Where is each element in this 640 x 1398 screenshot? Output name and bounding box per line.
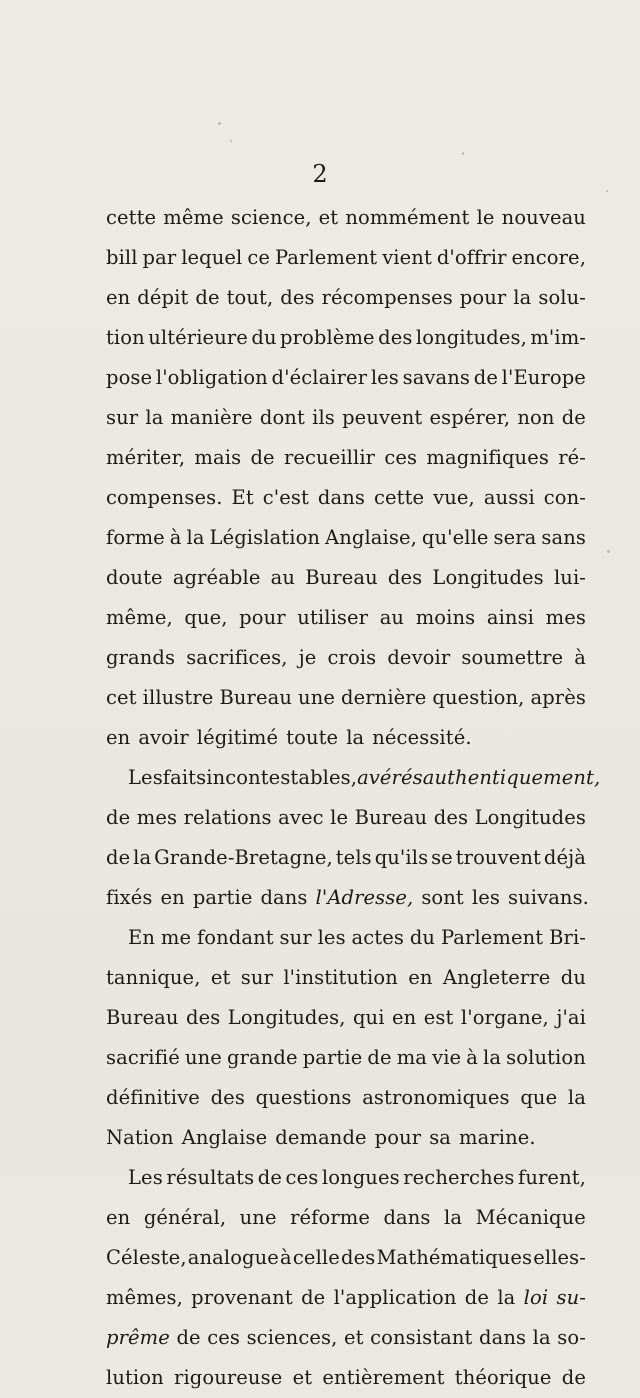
word: Et (231, 486, 254, 509)
word: le (476, 206, 495, 229)
word: mes (136, 806, 178, 829)
word: lution (106, 1366, 164, 1389)
word: sacrifié (106, 1046, 180, 1069)
word: illustre (142, 686, 214, 709)
text-line (106, 1078, 586, 1118)
word: de (106, 806, 131, 829)
word: même, (106, 606, 173, 629)
word: ces (207, 1326, 241, 1349)
word: en (106, 726, 131, 749)
word: déjà (543, 846, 586, 869)
word: bill (106, 246, 138, 269)
text-line (106, 1198, 586, 1238)
word: des (210, 1086, 245, 1109)
word: à (280, 1246, 292, 1269)
word: tout, (226, 286, 274, 309)
word: nouveau (501, 206, 586, 229)
word: entièrement (322, 1366, 445, 1389)
word: moins (415, 606, 476, 629)
word: sur (106, 406, 139, 429)
text-line (106, 638, 586, 678)
word: dans (383, 1206, 431, 1229)
word: authentiquement, (422, 766, 601, 789)
word: l'application (333, 1286, 457, 1309)
paper-speck (218, 122, 221, 125)
word: nommément (345, 206, 470, 229)
word: à (466, 1046, 478, 1069)
word: et (292, 1366, 313, 1389)
word: compenses. (106, 486, 223, 509)
word: Bureau (305, 566, 378, 589)
text-line (106, 1158, 586, 1198)
word: dont (259, 406, 305, 429)
word: suivans. (507, 886, 589, 909)
word: ils (312, 406, 335, 429)
text-line (106, 1358, 586, 1398)
word: après (530, 686, 586, 709)
word: une (239, 1206, 277, 1229)
word: des (280, 286, 315, 309)
word: ré- (558, 446, 586, 469)
word: pour (459, 286, 507, 309)
word: sciences, (246, 1326, 338, 1349)
word: qu'elle (421, 526, 489, 549)
word: dans (479, 1326, 527, 1349)
word: de (464, 1286, 490, 1309)
word: ces (285, 1166, 319, 1189)
word: sa (429, 1126, 452, 1149)
word: incontestables, (206, 766, 358, 789)
word: question, (432, 686, 525, 709)
word: Anglaise, (325, 526, 417, 549)
word: soumettre (461, 646, 564, 669)
word: l'organe, (460, 1006, 549, 1029)
word: loi (523, 1286, 549, 1309)
word: l'obligation (155, 366, 268, 389)
word: longues (321, 1166, 400, 1189)
word: magnifiques (426, 446, 549, 469)
text-line (106, 758, 601, 798)
word: pour (374, 1126, 422, 1149)
word: trouvent (455, 846, 541, 869)
word: de (176, 1326, 201, 1349)
word: la (513, 286, 532, 309)
paper-speck (462, 152, 464, 155)
word: cet (106, 686, 137, 709)
word: et (210, 966, 231, 989)
word: je (298, 646, 317, 669)
word: de (561, 406, 586, 429)
word: Céleste, (106, 1246, 187, 1269)
word: partie (192, 886, 253, 909)
word: ce (247, 246, 271, 269)
text-line (106, 718, 586, 758)
word: qui (352, 1006, 385, 1029)
word: ces (384, 446, 418, 469)
word: dans (317, 486, 365, 509)
page-number: 2 (312, 160, 328, 188)
word: demande (275, 1126, 367, 1149)
word: définitive (106, 1086, 200, 1109)
word: avec (278, 806, 324, 829)
word: mais (194, 446, 242, 469)
word: Longitudes (474, 806, 586, 829)
word: de (257, 1166, 282, 1189)
word: prême (106, 1326, 170, 1349)
word: mes (545, 606, 586, 629)
word: sont (421, 886, 464, 909)
word: c'est (262, 486, 309, 509)
word: science, (230, 206, 312, 229)
word: la (532, 1326, 551, 1349)
word: de (473, 366, 498, 389)
word: so- (557, 1326, 586, 1349)
word: tels (335, 846, 372, 869)
word: la (567, 1086, 586, 1109)
word: du (409, 926, 436, 949)
word: ma (396, 1046, 428, 1069)
text-line (106, 1318, 586, 1358)
paper-speck (230, 140, 232, 142)
word: lui- (553, 566, 586, 589)
word: Législation (209, 526, 321, 549)
word: qu'ils (374, 846, 429, 869)
word: ultérieure (148, 326, 248, 349)
text-line (106, 958, 586, 998)
word: est (423, 1006, 454, 1029)
word: résultats (166, 1166, 255, 1189)
word: recherches (403, 1166, 515, 1189)
word: Nation (106, 1126, 174, 1149)
word: solu- (538, 286, 586, 309)
word: peuvent (342, 406, 423, 429)
word: sera (493, 526, 537, 549)
word: forme (106, 526, 165, 549)
word: la (145, 406, 164, 429)
word: crois (327, 646, 377, 669)
text-line (106, 1118, 586, 1158)
word: me (160, 926, 192, 949)
text-line (106, 238, 586, 278)
word: de (561, 1366, 586, 1389)
word: la (444, 1206, 463, 1229)
text-line (106, 598, 586, 638)
word: des (433, 806, 469, 829)
word: fixés (106, 886, 153, 909)
word: grands (106, 646, 176, 669)
text-line (106, 518, 586, 558)
word: la (497, 1286, 516, 1309)
word: pour (239, 606, 286, 629)
text-line (106, 478, 586, 518)
word: questions (255, 1086, 352, 1109)
word: d'éclairer (271, 366, 368, 389)
word: du (251, 326, 277, 349)
word: con- (543, 486, 586, 509)
word: aussi (483, 486, 535, 509)
word: lequel (181, 246, 243, 269)
word: que, (184, 606, 228, 629)
word: utiliser (297, 606, 369, 629)
word: des (387, 566, 423, 589)
word: Parlement (440, 926, 544, 949)
word: Les (128, 1166, 163, 1189)
word: marine. (459, 1126, 536, 1149)
word: dans (260, 886, 308, 909)
word: j'ai (556, 1006, 586, 1029)
text-line (106, 998, 586, 1038)
text-line (106, 278, 586, 318)
word: analogue (187, 1246, 279, 1269)
word: l'Adresse, (315, 886, 414, 909)
word: faits (162, 766, 207, 789)
word: cette (373, 486, 425, 509)
word: Longitudes (432, 566, 544, 589)
word: toute (286, 726, 339, 749)
word: furent, (518, 1166, 586, 1189)
word: vie (432, 1046, 462, 1069)
word: général, (143, 1206, 227, 1229)
word: des (378, 326, 413, 349)
word: problème (280, 326, 375, 349)
word: grande (227, 1046, 298, 1069)
word: Longitudes, (227, 1006, 346, 1029)
word: que (520, 1086, 558, 1109)
word: de (106, 846, 131, 869)
word: dépit (137, 286, 189, 309)
word: devoir (387, 646, 451, 669)
word: sur (279, 926, 312, 949)
word: de (250, 446, 275, 469)
word: manière (170, 406, 253, 429)
word: dernière (341, 686, 427, 709)
word: Parlement (274, 246, 378, 269)
word: vue, (433, 486, 475, 509)
word: agréable (172, 566, 261, 589)
word: recueillir (283, 446, 376, 469)
word: provenant (191, 1286, 293, 1309)
word: sacrifices, (186, 646, 288, 669)
word: sur (240, 966, 273, 989)
word: longitudes, (415, 326, 527, 349)
word: une (184, 1046, 222, 1069)
word: astronomiques (362, 1086, 510, 1109)
word: des (186, 1006, 221, 1029)
paper-speck (606, 190, 608, 192)
paper-speck (607, 550, 610, 553)
text-line (106, 438, 586, 478)
word: consistant (370, 1326, 473, 1349)
word: Les (128, 766, 163, 789)
word: du (560, 966, 586, 989)
word: doute (106, 566, 163, 589)
word: m'im- (530, 326, 586, 349)
word: non (517, 406, 555, 429)
word: des (341, 1246, 376, 1269)
word: partie (302, 1046, 363, 1069)
word: réforme (290, 1206, 370, 1229)
word: actes (351, 926, 404, 949)
word: l'institution (283, 966, 398, 989)
word: cette (106, 206, 157, 229)
word: une (298, 686, 335, 709)
word: sans (541, 526, 586, 549)
word: au (270, 566, 296, 589)
text-line (106, 878, 589, 918)
word: Mécanique (475, 1206, 586, 1229)
word: au (379, 606, 405, 629)
word: en (106, 1206, 131, 1229)
word: Angleterre (442, 966, 551, 989)
word: par (142, 246, 177, 269)
word: elles- (533, 1246, 586, 1269)
word: les (370, 366, 399, 389)
word: avérés (357, 766, 423, 789)
word: En (128, 926, 155, 949)
word: à (574, 646, 586, 669)
word: vient (382, 246, 432, 269)
text-line (106, 678, 586, 718)
word: l'Europe (501, 366, 586, 389)
word: en (408, 966, 433, 989)
word: Bureau (219, 686, 292, 709)
text-line (106, 1278, 586, 1318)
word: les (317, 926, 346, 949)
word: ainsi (486, 606, 535, 629)
word: solution (506, 1046, 586, 1069)
word: en (160, 886, 185, 909)
word: celle (292, 1246, 340, 1269)
word: espérer, (429, 406, 511, 429)
word: légitimé (196, 726, 279, 749)
word: se (431, 846, 453, 869)
word: Grande-Bretagne, (154, 846, 333, 869)
word: tion (106, 326, 145, 349)
word: les (471, 886, 500, 909)
word: la (346, 726, 365, 749)
word: à (169, 526, 182, 549)
word: su- (556, 1286, 586, 1309)
word: savans (402, 366, 471, 389)
word: la (133, 846, 152, 869)
word: encore, (511, 246, 586, 269)
word: mériter, (106, 446, 186, 469)
word: de (367, 1046, 392, 1069)
word: Mathématiques (376, 1246, 533, 1269)
word: mêmes, (106, 1286, 183, 1309)
word: la (483, 1046, 502, 1069)
word: de (301, 1286, 326, 1309)
text-line (106, 918, 586, 958)
word: rigoureuse (174, 1366, 283, 1389)
word: Anglaise (181, 1126, 268, 1149)
text-line (106, 1238, 586, 1278)
text-line (106, 318, 586, 358)
text-line (106, 798, 586, 838)
word: de (195, 286, 220, 309)
word: pose (106, 366, 153, 389)
word: relations (183, 806, 272, 829)
word: fondant (196, 926, 274, 949)
word: même (163, 206, 224, 229)
word: en (391, 1006, 417, 1029)
word: la (186, 526, 205, 549)
word: Bri- (549, 926, 586, 949)
text-line (106, 838, 586, 878)
word: avoir (138, 726, 189, 749)
word: Bureau (354, 806, 428, 829)
text-line (106, 558, 586, 598)
text-line (106, 398, 586, 438)
word: et (343, 1326, 364, 1349)
text-line (106, 358, 586, 398)
word: le (330, 806, 349, 829)
word: Bureau (106, 1006, 179, 1029)
word: récompenses (321, 286, 453, 309)
word: en (106, 286, 131, 309)
word: théorique (454, 1366, 552, 1389)
word: nécessité. (372, 726, 472, 749)
text-line (106, 198, 586, 238)
word: tannique, (106, 966, 201, 989)
text-line (106, 1038, 586, 1078)
body-text (106, 198, 601, 1398)
word: d'offrir (436, 246, 507, 269)
word: et (318, 206, 339, 229)
